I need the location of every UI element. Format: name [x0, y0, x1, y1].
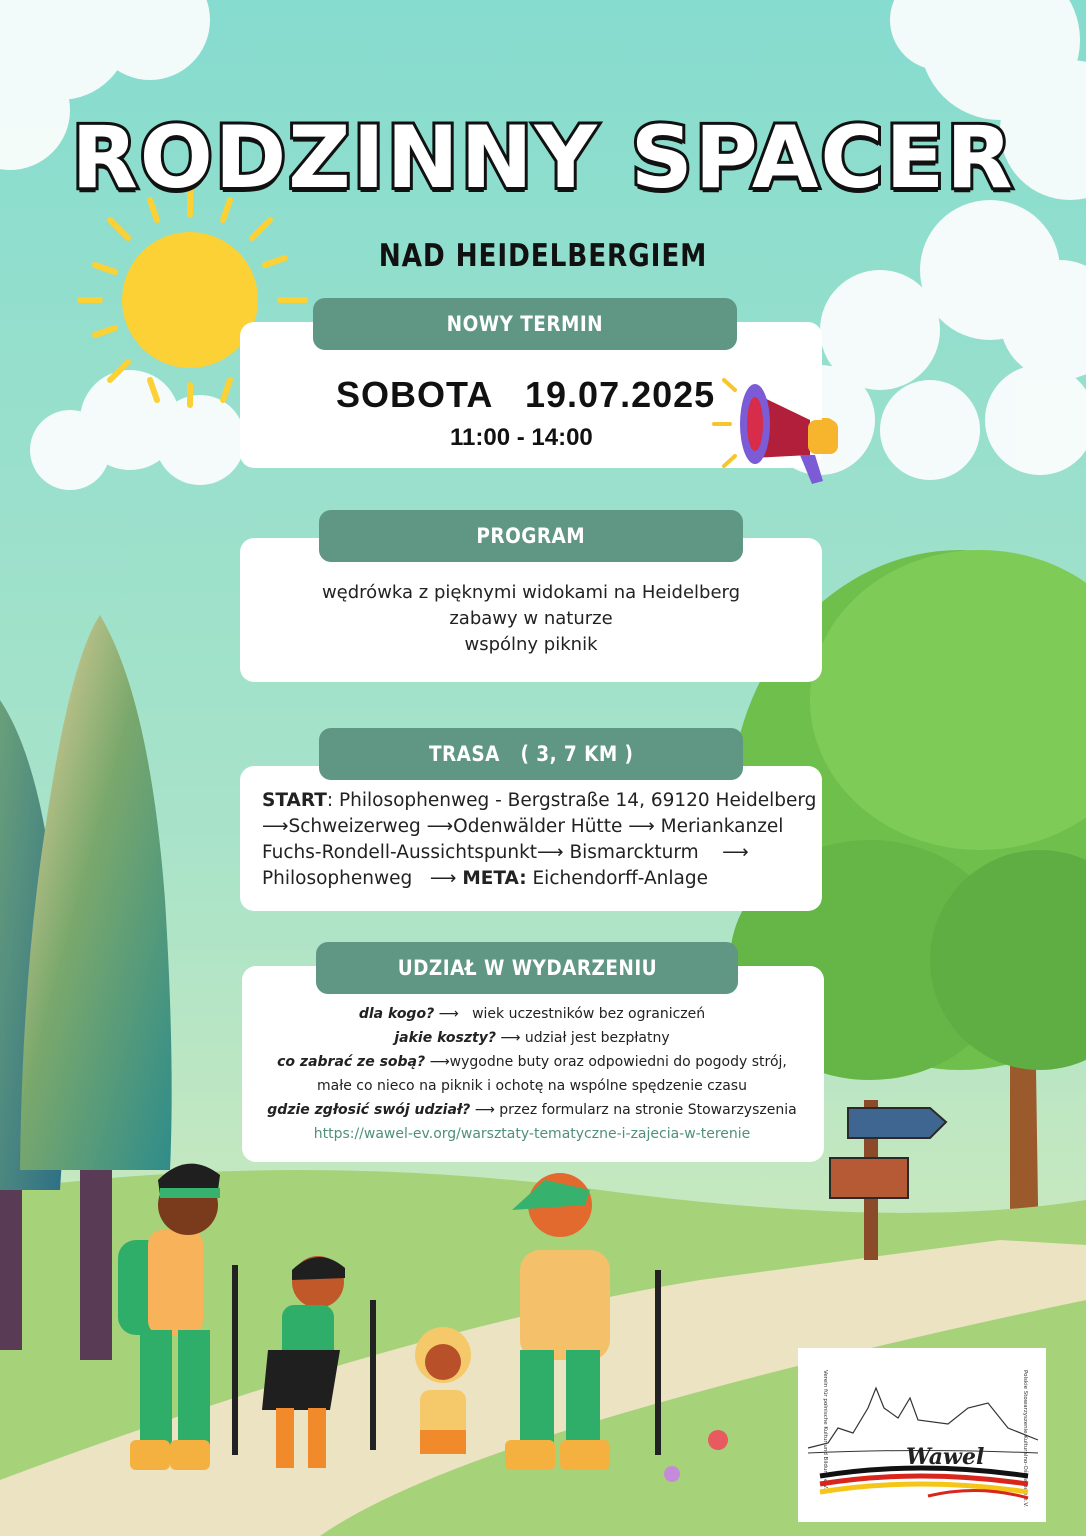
faq-register: gdzie zgłosić swój udział? ⟶ przez formularz na stronie Stowarzyszenia [267, 1102, 797, 1118]
logo-text-right: Polskie Stowarzyszenie Kulturalno-Oświatowe e.V. [1022, 1370, 1028, 1508]
logo-name: Wawel [906, 1444, 985, 1470]
route-label: TRASA ( 3, 7 KM ) [319, 728, 743, 780]
megaphone-icon [700, 366, 850, 496]
faq-bring: co zabrać ze sobą? ⟶wygodne buty oraz odpowiedni do pogody strój, [277, 1054, 787, 1070]
faq-cost: jakie koszty? ⟶ udział jest bezpłatny [394, 1030, 670, 1046]
faq-bring-more: małe co nieco na piknik i ochotę na wspólne spędzenie czasu [317, 1078, 747, 1094]
logo-text-left: Verein für polnische Kultur und Bildung e.V. [822, 1370, 828, 1490]
start-label: START [262, 790, 327, 811]
route-end: Philosophenweg ⟶ META: Eichendorff-Anlage [262, 868, 708, 889]
route-description [262, 788, 822, 892]
term-label: NOWY TERMIN [313, 298, 737, 350]
event-date: SOBOTA 19.07.2025 [336, 374, 716, 415]
program-item: zabawy w naturze [449, 608, 613, 629]
wawel-logo [798, 1348, 1046, 1522]
wawel-logo-graphic [798, 1348, 1046, 1522]
program-item: wspólny piknik [464, 634, 598, 655]
faq-who: dla kogo? ⟶ wiek uczestników bez ograniczeń [358, 1006, 706, 1022]
event-time: 11:00 - 14:00 [450, 424, 593, 451]
program-item: wędrówka z pięknymi widokami na Heidelberg [321, 582, 741, 603]
route-line: ⟶Schweizerweg ⟶Odenwälder Hütte ⟶ Meriankanzel [262, 816, 784, 837]
poster-subtitle: NAD HEIDELBERGIEM [378, 238, 708, 274]
poster-title: RODZINNY SPACER [71, 108, 1015, 208]
meta-label: META: [462, 868, 527, 889]
program-label: PROGRAM [319, 510, 743, 562]
registration-link[interactable]: https://wawel-ev.org/warsztaty-tematyczne-i-zajecia-w-terenie [313, 1126, 751, 1142]
participation-label: UDZIAŁ W WYDARZENIU [316, 942, 738, 994]
route-line: Fuchs-Rondell-Aussichtspunkt⟶ Bismarckturm ⟶ [262, 842, 749, 863]
route-start: START: Philosophenweg - Bergstraße 14, 69120 Heidelberg [262, 790, 817, 811]
